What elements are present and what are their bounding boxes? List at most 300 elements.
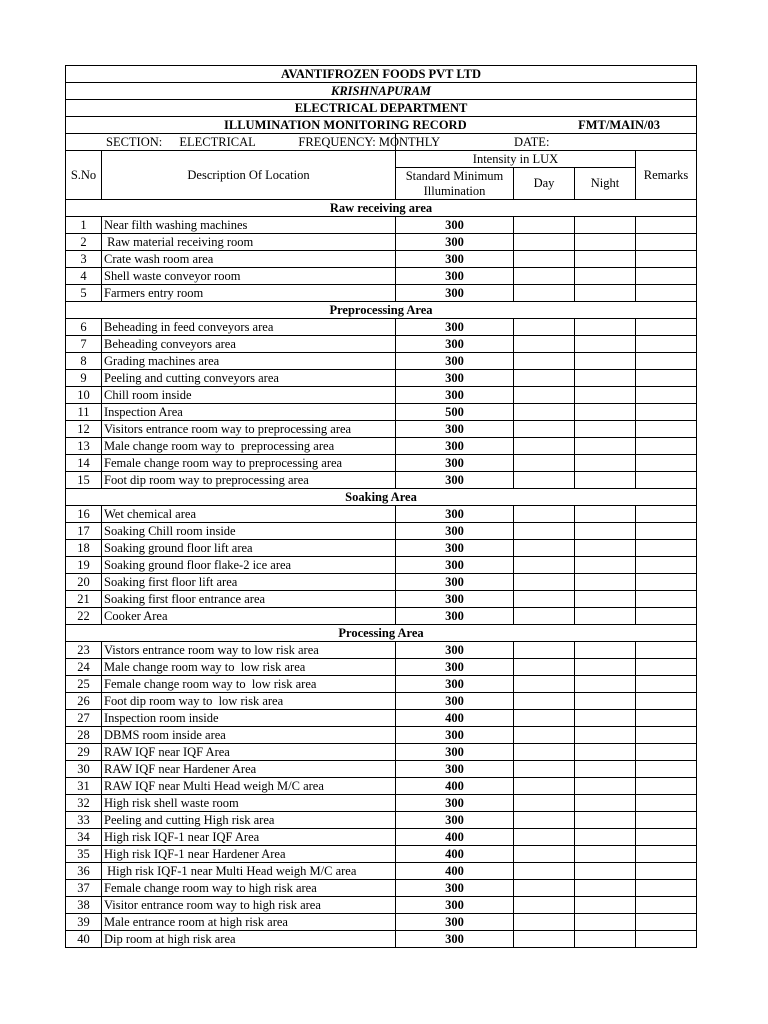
row-number: 40 <box>66 931 102 948</box>
row-number: 10 <box>66 387 102 404</box>
row-remarks[interactable] <box>636 557 697 574</box>
row-number: 39 <box>66 914 102 931</box>
row-standard-lux: 300 <box>396 285 514 302</box>
row-standard-lux: 300 <box>396 540 514 557</box>
row-remarks[interactable] <box>636 234 697 251</box>
row-number: 15 <box>66 472 102 489</box>
row-number: 11 <box>66 404 102 421</box>
row-number: 31 <box>66 778 102 795</box>
row-description: Farmers entry room <box>102 285 396 302</box>
table-row <box>66 795 697 812</box>
row-remarks[interactable] <box>636 268 697 285</box>
row-description: Beheading in feed conveyors area <box>102 319 396 336</box>
row-description: Near filth washing machines <box>102 217 396 234</box>
section-title: Raw receiving area <box>66 200 697 217</box>
table-row <box>66 863 697 880</box>
table-row <box>66 659 697 676</box>
row-number: 36 <box>66 863 102 880</box>
row-night-reading[interactable] <box>575 931 636 948</box>
table-row <box>66 421 697 438</box>
frequency: FREQUENCY: MONTHLY <box>298 134 441 149</box>
row-standard-lux: 300 <box>396 897 514 914</box>
row-standard-lux: 300 <box>396 336 514 353</box>
row-description: Soaking Chill room inside <box>102 523 396 540</box>
row-night-reading[interactable] <box>575 234 636 251</box>
row-day-reading[interactable] <box>514 608 575 625</box>
row-description: Visitor entrance room way to high risk area <box>102 897 396 914</box>
row-description: Beheading conveyors area <box>102 336 396 353</box>
row-night-reading[interactable] <box>575 829 636 846</box>
row-description: Grading machines area <box>102 353 396 370</box>
row-remarks[interactable] <box>636 251 697 268</box>
intensity-header: Intensity in LUX <box>396 151 636 168</box>
row-description: Soaking ground floor flake-2 ice area <box>102 557 396 574</box>
table-row <box>66 693 697 710</box>
row-number: 33 <box>66 812 102 829</box>
row-number: 27 <box>66 710 102 727</box>
row-remarks[interactable] <box>636 829 697 846</box>
row-night-reading[interactable] <box>575 268 636 285</box>
row-standard-lux: 300 <box>396 812 514 829</box>
row-remarks[interactable] <box>636 744 697 761</box>
row-standard-lux: 300 <box>396 744 514 761</box>
row-day-reading[interactable] <box>514 676 575 693</box>
row-standard-lux: 300 <box>396 931 514 948</box>
table-row <box>66 846 697 863</box>
row-number: 21 <box>66 591 102 608</box>
row-night-reading[interactable] <box>575 438 636 455</box>
row-night-reading[interactable] <box>575 472 636 489</box>
table-row <box>66 285 697 302</box>
section-cell <box>66 134 441 151</box>
row-standard-lux: 300 <box>396 251 514 268</box>
row-day-reading[interactable] <box>514 744 575 761</box>
row-night-reading[interactable] <box>575 897 636 914</box>
table-row <box>66 676 697 693</box>
row-remarks[interactable] <box>636 523 697 540</box>
department-name: ELECTRICAL DEPARTMENT <box>66 100 697 117</box>
row-standard-lux: 300 <box>396 438 514 455</box>
row-remarks[interactable] <box>636 761 697 778</box>
row-standard-lux: 400 <box>396 710 514 727</box>
row-number: 24 <box>66 659 102 676</box>
row-night-reading[interactable] <box>575 523 636 540</box>
table-row <box>66 506 697 523</box>
row-night-reading[interactable] <box>575 540 636 557</box>
table-row <box>66 727 697 744</box>
table-row <box>66 472 697 489</box>
row-day-reading[interactable] <box>514 574 575 591</box>
row-day-reading[interactable] <box>514 217 575 234</box>
record-title-cell <box>66 117 697 134</box>
row-number: 6 <box>66 319 102 336</box>
row-standard-lux: 300 <box>396 591 514 608</box>
row-number: 13 <box>66 438 102 455</box>
company-row <box>66 66 697 83</box>
row-number: 22 <box>66 608 102 625</box>
row-day-reading[interactable] <box>514 761 575 778</box>
row-night-reading[interactable] <box>575 761 636 778</box>
row-description: High risk IQF-1 near Hardener Area <box>102 846 396 863</box>
row-day-reading[interactable] <box>514 727 575 744</box>
row-remarks[interactable] <box>636 285 697 302</box>
row-night-reading[interactable] <box>575 251 636 268</box>
row-day-reading[interactable] <box>514 897 575 914</box>
row-day-reading[interactable] <box>514 421 575 438</box>
section-value: ELECTRICAL <box>179 134 256 149</box>
table-row <box>66 897 697 914</box>
row-remarks[interactable] <box>636 812 697 829</box>
row-standard-lux: 300 <box>396 608 514 625</box>
row-number: 29 <box>66 744 102 761</box>
table-row <box>66 404 697 421</box>
row-standard-lux: 300 <box>396 795 514 812</box>
row-night-reading[interactable] <box>575 353 636 370</box>
row-day-reading[interactable] <box>514 829 575 846</box>
row-day-reading[interactable] <box>514 285 575 302</box>
row-remarks[interactable] <box>636 880 697 897</box>
row-day-reading[interactable] <box>514 336 575 353</box>
row-standard-lux: 300 <box>396 387 514 404</box>
row-description: Inspection Area <box>102 404 396 421</box>
table-row <box>66 931 697 948</box>
row-night-reading[interactable] <box>575 880 636 897</box>
row-night-reading[interactable] <box>575 608 636 625</box>
row-day-reading[interactable] <box>514 863 575 880</box>
column-header-row-1 <box>66 151 697 168</box>
row-day-reading[interactable] <box>514 370 575 387</box>
row-standard-lux: 300 <box>396 217 514 234</box>
table-row <box>66 234 697 251</box>
row-number: 5 <box>66 285 102 302</box>
row-description: Foot dip room way to low risk area <box>102 693 396 710</box>
table-row <box>66 319 697 336</box>
row-remarks[interactable] <box>636 914 697 931</box>
table-row <box>66 710 697 727</box>
row-description: Raw material receiving room <box>102 234 396 251</box>
row-description: Wet chemical area <box>102 506 396 523</box>
row-night-reading[interactable] <box>575 387 636 404</box>
row-description: High risk IQF-1 near Multi Head weigh M/C area <box>102 863 396 880</box>
row-day-reading[interactable] <box>514 591 575 608</box>
row-number: 23 <box>66 642 102 659</box>
row-day-reading[interactable] <box>514 778 575 795</box>
row-night-reading[interactable] <box>575 506 636 523</box>
row-standard-lux: 300 <box>396 353 514 370</box>
row-standard-lux: 500 <box>396 404 514 421</box>
table-row <box>66 880 697 897</box>
row-standard-lux: 300 <box>396 642 514 659</box>
row-remarks[interactable] <box>636 727 697 744</box>
row-standard-lux: 400 <box>396 829 514 846</box>
row-description: Vistors entrance room way to low risk area <box>102 642 396 659</box>
row-standard-lux: 400 <box>396 778 514 795</box>
row-description: Male change room way to preprocessing area <box>102 438 396 455</box>
row-standard-lux: 300 <box>396 234 514 251</box>
row-description: Male change room way to low risk area <box>102 659 396 676</box>
section-row <box>66 625 697 642</box>
row-number: 34 <box>66 829 102 846</box>
table-row <box>66 353 697 370</box>
row-standard-lux: 300 <box>396 761 514 778</box>
row-night-reading[interactable] <box>575 557 636 574</box>
row-night-reading[interactable] <box>575 404 636 421</box>
row-night-reading[interactable] <box>575 659 636 676</box>
section-row <box>66 200 697 217</box>
row-standard-lux: 400 <box>396 846 514 863</box>
row-description: Inspection room inside <box>102 710 396 727</box>
row-remarks[interactable] <box>636 506 697 523</box>
row-remarks[interactable] <box>636 353 697 370</box>
row-number: 32 <box>66 795 102 812</box>
row-remarks[interactable] <box>636 217 697 234</box>
row-description: RAW IQF near IQF Area <box>102 744 396 761</box>
row-standard-lux: 400 <box>396 863 514 880</box>
row-remarks[interactable] <box>636 608 697 625</box>
row-number: 30 <box>66 761 102 778</box>
row-number: 26 <box>66 693 102 710</box>
row-number: 7 <box>66 336 102 353</box>
row-number: 2 <box>66 234 102 251</box>
row-number: 19 <box>66 557 102 574</box>
row-night-reading[interactable] <box>575 455 636 472</box>
row-night-reading[interactable] <box>575 914 636 931</box>
row-number: 28 <box>66 727 102 744</box>
row-day-reading[interactable] <box>514 523 575 540</box>
row-number: 35 <box>66 846 102 863</box>
date-label: DATE: <box>514 134 550 149</box>
row-night-reading[interactable] <box>575 812 636 829</box>
row-day-reading[interactable] <box>514 557 575 574</box>
row-day-reading[interactable] <box>514 455 575 472</box>
row-day-reading[interactable] <box>514 506 575 523</box>
row-standard-lux: 300 <box>396 880 514 897</box>
row-number: 17 <box>66 523 102 540</box>
row-remarks[interactable] <box>636 642 697 659</box>
row-night-reading[interactable] <box>575 727 636 744</box>
table-row <box>66 591 697 608</box>
table-row <box>66 744 697 761</box>
row-description: Female change room way to low risk area <box>102 676 396 693</box>
row-description: Crate wash room area <box>102 251 396 268</box>
row-standard-lux: 300 <box>396 523 514 540</box>
row-standard-lux: 300 <box>396 557 514 574</box>
row-night-reading[interactable] <box>575 710 636 727</box>
row-number: 38 <box>66 897 102 914</box>
row-day-reading[interactable] <box>514 710 575 727</box>
row-standard-lux: 300 <box>396 506 514 523</box>
row-night-reading[interactable] <box>575 336 636 353</box>
table-row <box>66 455 697 472</box>
row-remarks[interactable] <box>636 693 697 710</box>
row-day-reading[interactable] <box>514 846 575 863</box>
row-description: High risk IQF-1 near IQF Area <box>102 829 396 846</box>
row-night-reading[interactable] <box>575 846 636 863</box>
row-night-reading[interactable] <box>575 591 636 608</box>
date-cell <box>396 134 697 151</box>
table-row <box>66 557 697 574</box>
row-day-reading[interactable] <box>514 880 575 897</box>
row-day-reading[interactable] <box>514 540 575 557</box>
table-row <box>66 268 697 285</box>
row-day-reading[interactable] <box>514 472 575 489</box>
row-number: 25 <box>66 676 102 693</box>
title-row <box>66 117 697 134</box>
row-description: Foot dip room way to preprocessing area <box>102 472 396 489</box>
row-remarks[interactable] <box>636 438 697 455</box>
row-number: 20 <box>66 574 102 591</box>
row-number: 37 <box>66 880 102 897</box>
row-night-reading[interactable] <box>575 370 636 387</box>
table-row <box>66 336 697 353</box>
table-row <box>66 540 697 557</box>
row-night-reading[interactable] <box>575 744 636 761</box>
row-remarks[interactable] <box>636 540 697 557</box>
row-description: High risk shell waste room <box>102 795 396 812</box>
row-remarks[interactable] <box>636 591 697 608</box>
row-night-reading[interactable] <box>575 863 636 880</box>
row-remarks[interactable] <box>636 795 697 812</box>
row-standard-lux: 300 <box>396 676 514 693</box>
row-night-reading[interactable] <box>575 778 636 795</box>
day-header: Day <box>514 168 575 200</box>
row-standard-lux: 300 <box>396 421 514 438</box>
row-night-reading[interactable] <box>575 676 636 693</box>
standard-header-line1: Standard Minimum <box>405 168 504 183</box>
illumination-record-table <box>65 65 697 948</box>
row-remarks[interactable] <box>636 387 697 404</box>
row-day-reading[interactable] <box>514 353 575 370</box>
row-number: 14 <box>66 455 102 472</box>
row-day-reading[interactable] <box>514 387 575 404</box>
row-description: RAW IQF near Hardener Area <box>102 761 396 778</box>
table-row <box>66 387 697 404</box>
row-standard-lux: 300 <box>396 659 514 676</box>
row-remarks[interactable] <box>636 319 697 336</box>
sno-header: S.No <box>66 151 102 200</box>
row-remarks[interactable] <box>636 336 697 353</box>
company-name: AVANTIFROZEN FOODS PVT LTD <box>66 66 697 83</box>
row-remarks[interactable] <box>636 455 697 472</box>
row-night-reading[interactable] <box>575 421 636 438</box>
meta-row <box>66 134 697 151</box>
row-description: Shell waste conveyor room <box>102 268 396 285</box>
row-day-reading[interactable] <box>514 319 575 336</box>
table-row <box>66 761 697 778</box>
record-title: ILLUMINATION MONITORING RECORD <box>224 117 467 132</box>
row-night-reading[interactable] <box>575 319 636 336</box>
row-remarks[interactable] <box>636 404 697 421</box>
row-remarks[interactable] <box>636 931 697 948</box>
row-night-reading[interactable] <box>575 574 636 591</box>
row-day-reading[interactable] <box>514 795 575 812</box>
row-number: 9 <box>66 370 102 387</box>
table-row <box>66 251 697 268</box>
row-day-reading[interactable] <box>514 914 575 931</box>
section-row <box>66 302 697 319</box>
table-row <box>66 523 697 540</box>
row-night-reading[interactable] <box>575 693 636 710</box>
table-row <box>66 438 697 455</box>
row-description: RAW IQF near Multi Head weigh M/C area <box>102 778 396 795</box>
row-description: DBMS room inside area <box>102 727 396 744</box>
row-remarks[interactable] <box>636 710 697 727</box>
row-remarks[interactable] <box>636 472 697 489</box>
row-night-reading[interactable] <box>575 795 636 812</box>
row-day-reading[interactable] <box>514 438 575 455</box>
section-row <box>66 489 697 506</box>
row-description: Visitors entrance room way to preprocessing area <box>102 421 396 438</box>
row-number: 16 <box>66 506 102 523</box>
row-standard-lux: 300 <box>396 370 514 387</box>
table-row <box>66 370 697 387</box>
row-standard-lux: 300 <box>396 693 514 710</box>
row-standard-lux: 300 <box>396 455 514 472</box>
row-remarks[interactable] <box>636 676 697 693</box>
location-row <box>66 83 697 100</box>
section-title: Processing Area <box>66 625 697 642</box>
table-row <box>66 642 697 659</box>
section-title: Preprocessing Area <box>66 302 697 319</box>
row-number: 8 <box>66 353 102 370</box>
row-remarks[interactable] <box>636 863 697 880</box>
table-row <box>66 608 697 625</box>
row-day-reading[interactable] <box>514 268 575 285</box>
section-title: Soaking Area <box>66 489 697 506</box>
row-number: 4 <box>66 268 102 285</box>
row-day-reading[interactable] <box>514 931 575 948</box>
row-description: Female change room way to preprocessing area <box>102 455 396 472</box>
row-day-reading[interactable] <box>514 642 575 659</box>
standard-header <box>396 168 514 200</box>
remarks-header: Remarks <box>636 151 697 200</box>
row-standard-lux: 300 <box>396 727 514 744</box>
row-standard-lux: 300 <box>396 472 514 489</box>
row-description: Chill room inside <box>102 387 396 404</box>
table-row <box>66 217 697 234</box>
row-remarks[interactable] <box>636 421 697 438</box>
row-number: 12 <box>66 421 102 438</box>
row-description: Soaking ground floor lift area <box>102 540 396 557</box>
location-name: KRISHNAPURAM <box>66 83 697 100</box>
row-day-reading[interactable] <box>514 251 575 268</box>
night-header: Night <box>575 168 636 200</box>
table-row <box>66 914 697 931</box>
row-day-reading[interactable] <box>514 404 575 421</box>
row-remarks[interactable] <box>636 370 697 387</box>
row-remarks[interactable] <box>636 659 697 676</box>
row-night-reading[interactable] <box>575 285 636 302</box>
row-day-reading[interactable] <box>514 659 575 676</box>
row-day-reading[interactable] <box>514 693 575 710</box>
row-remarks[interactable] <box>636 778 697 795</box>
row-remarks[interactable] <box>636 897 697 914</box>
row-remarks[interactable] <box>636 574 697 591</box>
row-remarks[interactable] <box>636 846 697 863</box>
row-description: Female change room way to high risk area <box>102 880 396 897</box>
row-day-reading[interactable] <box>514 234 575 251</box>
row-night-reading[interactable] <box>575 217 636 234</box>
form-code: FMT/MAIN/03 <box>578 117 661 132</box>
department-row <box>66 100 697 117</box>
row-number: 3 <box>66 251 102 268</box>
table-row <box>66 829 697 846</box>
row-standard-lux: 300 <box>396 268 514 285</box>
row-night-reading[interactable] <box>575 642 636 659</box>
row-day-reading[interactable] <box>514 812 575 829</box>
table-row <box>66 812 697 829</box>
section-label: SECTION: <box>106 134 163 149</box>
